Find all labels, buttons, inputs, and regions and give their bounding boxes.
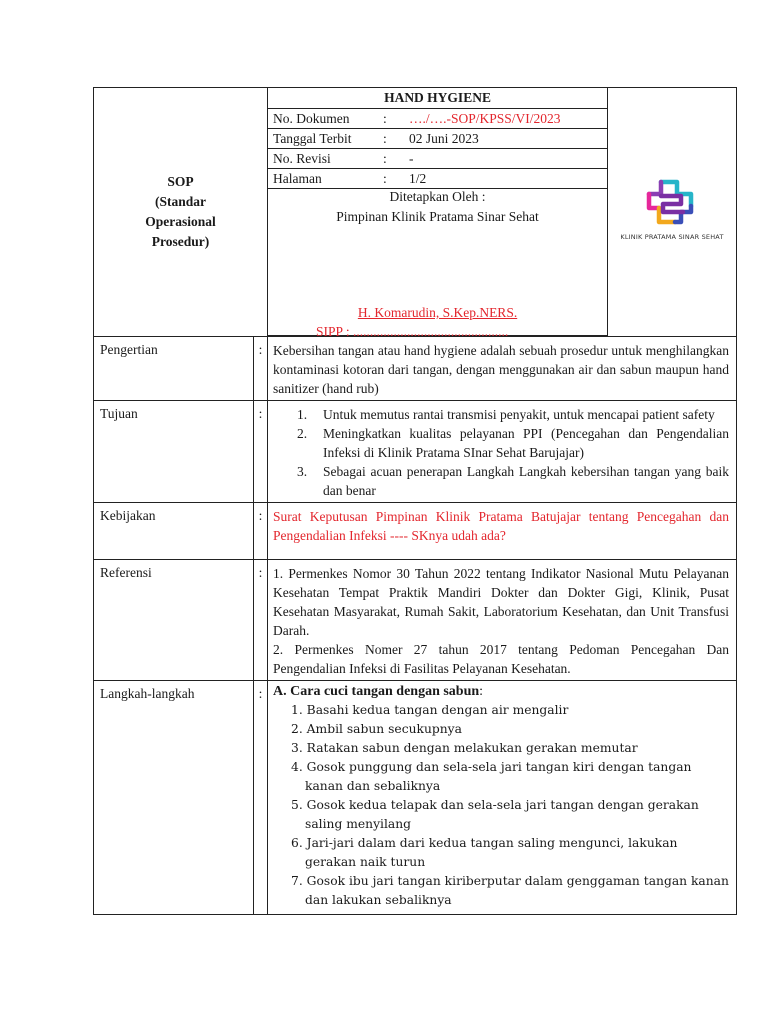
sop-label-cell bbox=[94, 88, 268, 337]
list-number: 3. bbox=[297, 464, 308, 479]
list-item bbox=[273, 424, 729, 462]
list-item: 2. Ambil sabun secukupnya bbox=[291, 722, 462, 736]
pengertian-label: Pengertian bbox=[94, 337, 254, 401]
pimpinan-label: Pimpinan Klinik Pratama Sinar Sehat bbox=[336, 209, 539, 224]
list-text: Meningkatkan kualitas pelayanan PPI (Pencegahan dan Pengendalian Infeksi di Klinik Pratama SInar Sehat Barujajar) bbox=[323, 426, 730, 460]
meta-key: No. Dokumen bbox=[273, 111, 350, 126]
signer-name: H. Komarudin, S.Kep.NERS. bbox=[357, 305, 518, 320]
meta-value-no-dokumen: …./….-SOP/KPSS/VI/2023 bbox=[409, 111, 561, 126]
tujuan-content bbox=[268, 401, 737, 503]
meta-colon: : bbox=[383, 131, 387, 146]
referensi-item: 2. Permenkes Nomer 27 tahun 2017 tentang Pedoman Pencegahan Dan Pengendalian Infeksi di Fasilitas Pelayanan Kesehatan. bbox=[273, 642, 730, 676]
sipp-line: SIPP : .............................................. bbox=[316, 324, 509, 339]
kebijakan-text: Surat Keputusan Pimpinan Klinik Pratama Batujajar tentang Pencegahan dan Pengendalian Infeksi ---- SKnya udah ada? bbox=[268, 503, 737, 560]
meta-value-revisi: - bbox=[409, 151, 414, 166]
referensi-label: Referensi bbox=[94, 560, 254, 681]
langkah-heading-line bbox=[273, 682, 729, 701]
sop-table bbox=[93, 87, 737, 915]
sop-label: SOP bbox=[167, 174, 194, 189]
kebijakan-colon: : bbox=[254, 503, 268, 560]
meta-key: No. Revisi bbox=[273, 151, 331, 166]
pengertian-text: Kebersihan tangan atau hand hygiene adalah sebuah prosedur untuk menghilangkan kontaminasi kotoran dari tangan, dengan menggunakan air dan sabun maupun hand sanitizer (hand rub) bbox=[268, 337, 737, 401]
list-item: 5. Gosok kedua telapak dan sela-sela jari tangan dengan gerakan saling menyilang bbox=[291, 798, 699, 831]
sop-full-line-3: Prosedur) bbox=[151, 234, 210, 249]
list-item: 6. Jari-jari dalam dari kedua tangan saling mengunci, lakukan gerakan naik turun bbox=[291, 836, 678, 869]
tujuan-label: Tujuan bbox=[94, 401, 254, 503]
list-item: 3. Ratakan sabun dengan melakukan gerakan memutar bbox=[291, 741, 638, 755]
meta-value-halaman: 1/2 bbox=[409, 171, 427, 186]
kebijakan-label: Kebijakan bbox=[94, 503, 254, 560]
list-item: 7. Gosok ibu jari tangan kiriberputar dalam genggaman tangan kanan dan lakukan sebaliknya bbox=[291, 874, 729, 907]
meta-key: Halaman bbox=[273, 171, 322, 186]
referensi-colon: : bbox=[254, 560, 268, 681]
langkah-heading-suffix: : bbox=[479, 684, 484, 699]
meta-row-no-dokumen bbox=[268, 109, 608, 129]
ditetapkan-label: Ditetapkan Oleh : bbox=[389, 189, 486, 204]
clinic-cross-logo-icon bbox=[641, 176, 703, 228]
list-text: Untuk memutus rantai transmisi penyakit, untuk mencapai patient safety bbox=[323, 407, 715, 422]
meta-colon: : bbox=[383, 171, 387, 186]
meta-colon: : bbox=[383, 151, 387, 166]
tujuan-colon: : bbox=[254, 401, 268, 503]
sop-full-line-2: Operasional bbox=[145, 214, 216, 229]
list-number: 2. bbox=[297, 426, 308, 441]
langkah-label: Langkah-langkah bbox=[94, 681, 254, 915]
referensi-item: 1. Permenkes Nomor 30 Tahun 2022 tentang Indikator Nasional Mutu Pelayanan Kesehatan Tempat Praktik Mandiri Dokter dan Dokter Gigi, Klinik, Pusat Kesehatan Masyarakat, Rumah Sakit, Laboratorium Kesehatan, dan Unit Transfusi Darah. bbox=[273, 566, 730, 638]
list-text: Sebagai acuan penerapan Langkah Langkah kebersihan tangan yang baik dan benar bbox=[323, 464, 730, 498]
list-number: 1. bbox=[297, 407, 308, 422]
langkah-content bbox=[268, 681, 737, 915]
list-item: 4. Gosok punggung dan sela-sela jari tangan kiri dengan tangan kanan dan sebaliknya bbox=[291, 760, 692, 793]
meta-row-halaman bbox=[268, 169, 608, 189]
list-item bbox=[273, 462, 729, 500]
clinic-logo bbox=[620, 176, 723, 241]
meta-key: Tanggal Terbit bbox=[273, 131, 352, 146]
logo-caption: KLINIK PRATAMA SINAR SEHAT bbox=[620, 232, 724, 241]
document-title: HAND HYGIENE bbox=[268, 88, 608, 109]
meta-colon: : bbox=[383, 111, 387, 126]
pengertian-colon: : bbox=[254, 337, 268, 401]
langkah-colon: : bbox=[254, 681, 268, 915]
list-item: 1. Basahi kedua tangan dengan air mengalir bbox=[291, 703, 569, 717]
langkah-heading: A. Cara cuci tangan dengan sabun bbox=[273, 684, 480, 699]
list-item bbox=[273, 405, 729, 424]
meta-row-revisi bbox=[268, 149, 608, 169]
referensi-content bbox=[268, 560, 737, 681]
logo-cell bbox=[608, 88, 737, 337]
signature-block bbox=[268, 189, 608, 339]
meta-value-tanggal: 02 Juni 2023 bbox=[409, 131, 479, 146]
meta-row-tanggal bbox=[268, 129, 608, 149]
sop-full-line-1: (Standar bbox=[155, 194, 207, 209]
